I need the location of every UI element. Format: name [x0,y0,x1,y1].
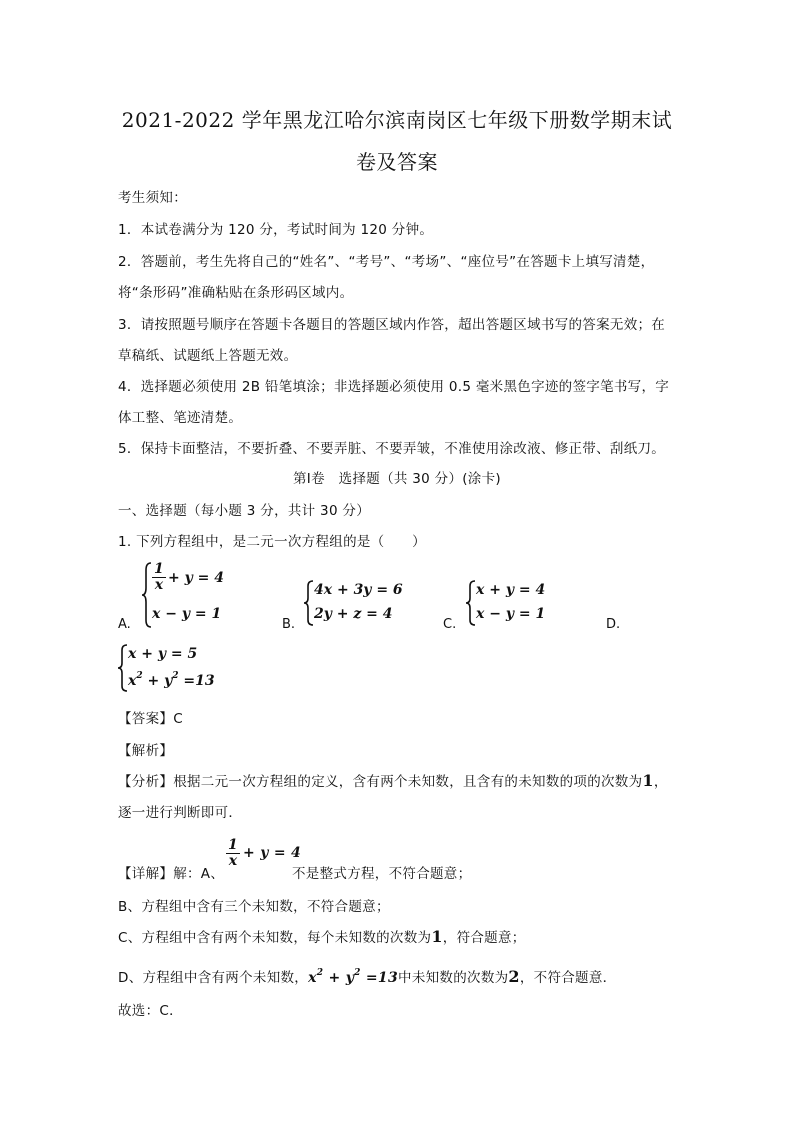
section-header: 第Ⅰ卷 选择题（共 30 分）(涂卡) [293,471,501,487]
analysis-detail-d: D、方程组中含有两个未知数，$x^2 + y^2 =13$中未知数的次数为2，不符合题意． [118,967,617,986]
analysis-choose: 故选：C． [118,1003,183,1019]
option-c-equation-1: x + y = 4 [476,582,546,598]
analysis-detail-b: B、方程组中含有三个未知数，不符合题意； [118,899,390,915]
document-title-line2: 卷及答案 [356,150,438,174]
option-b-equation-1: 4x + 3y = 6 [314,582,403,598]
option-d-label: D. [606,617,621,632]
analysis-fenxi-line2: 逐一进行判断即可． [118,805,243,821]
option-c-label: C. [443,617,457,632]
analysis-detail-a-suffix: 不是整式方程，不符合题意； [292,866,472,882]
answer: 【答案】C [118,711,183,727]
option-b-label: B. [282,617,296,632]
brace-icon [118,644,128,692]
option-c-equation-2: x − y = 1 [476,606,546,622]
detail-fraction: $\frac{1}{x}$ [228,837,238,869]
part-one-heading: 一、选择题（每小题 3 分，共计 30 分） [118,503,371,519]
option-a-equation-1: + y = 4 [168,570,224,586]
notice-item-2b: 将“条形码”准确粘贴在条形码区域内。 [118,285,354,301]
notice-item-1: 1．本试卷满分为 120 分，考试时间为 120 分钟。 [118,222,434,238]
detail-equation-rest: + y = 4 [243,845,302,861]
option-d-equation-1: x + y = 5 [128,646,198,662]
notice-item-2a: 2．答题前，考生先将自己的“姓名”、“考号”、“考场”、“座位号”在答题卡上填写清楚， [118,254,655,270]
analysis-heading: 【解析】 [118,743,174,759]
notice-heading: 考生须知： [118,190,187,206]
notice-item-3a: 3．请按照题号顺序在答题卡各题目的答题区域内作答，超出答题区域书写的答案无效；在 [118,317,666,333]
analysis-detail-prefix: 【详解】解：A、 [118,866,225,882]
option-a-system [142,562,242,628]
option-d-equation-2: $x^2 + y^2 =13$ [128,671,215,689]
notice-item-3b: 草稿纸、试题纸上答题无效。 [118,348,298,364]
option-a-equation-2: x − y = 1 [152,606,222,622]
notice-item-5: 5．保持卡面整洁，不要折叠、不要弄脏、不要弄皱，不准使用涂改液、修正带、刮纸刀。 [118,441,666,457]
option-d-system [118,644,228,692]
notice-item-4b: 体工整、笔迹清楚。 [118,410,243,426]
notice-item-4a: 4．选择题必须使用 2B 铅笔填涂；非选择题必须使用 0.5 毫米黑色字迹的签字笔书写，字 [118,379,670,395]
option-a-label: A. [118,617,131,632]
brace-icon [304,580,314,626]
detail-d-equation: $x^2 + y^2 =13$ [308,968,399,986]
brace-icon [142,562,152,628]
analysis-detail-c: C、方程组中含有两个未知数，每个未知数的次数为1，符合题意； [118,927,526,946]
question-1: 1. 下列方程组中，是二元一次方程组的是（ ） [118,534,426,550]
document-title-line1: 2021-2022 学年黑龙江哈尔滨南岗区七年级下册数学期末试 [121,108,673,132]
brace-icon [466,580,476,626]
option-b-system [304,580,414,626]
analysis-fenxi-line1: 【分析】根据二元一次方程组的定义，含有两个未知数，且含有的未知数的项的次数为1， [118,771,668,790]
option-b-equation-2: 2y + z = 4 [314,606,393,622]
option-c-system [466,580,566,626]
option-a-fraction: $\frac{1}{x}$ [154,561,164,593]
